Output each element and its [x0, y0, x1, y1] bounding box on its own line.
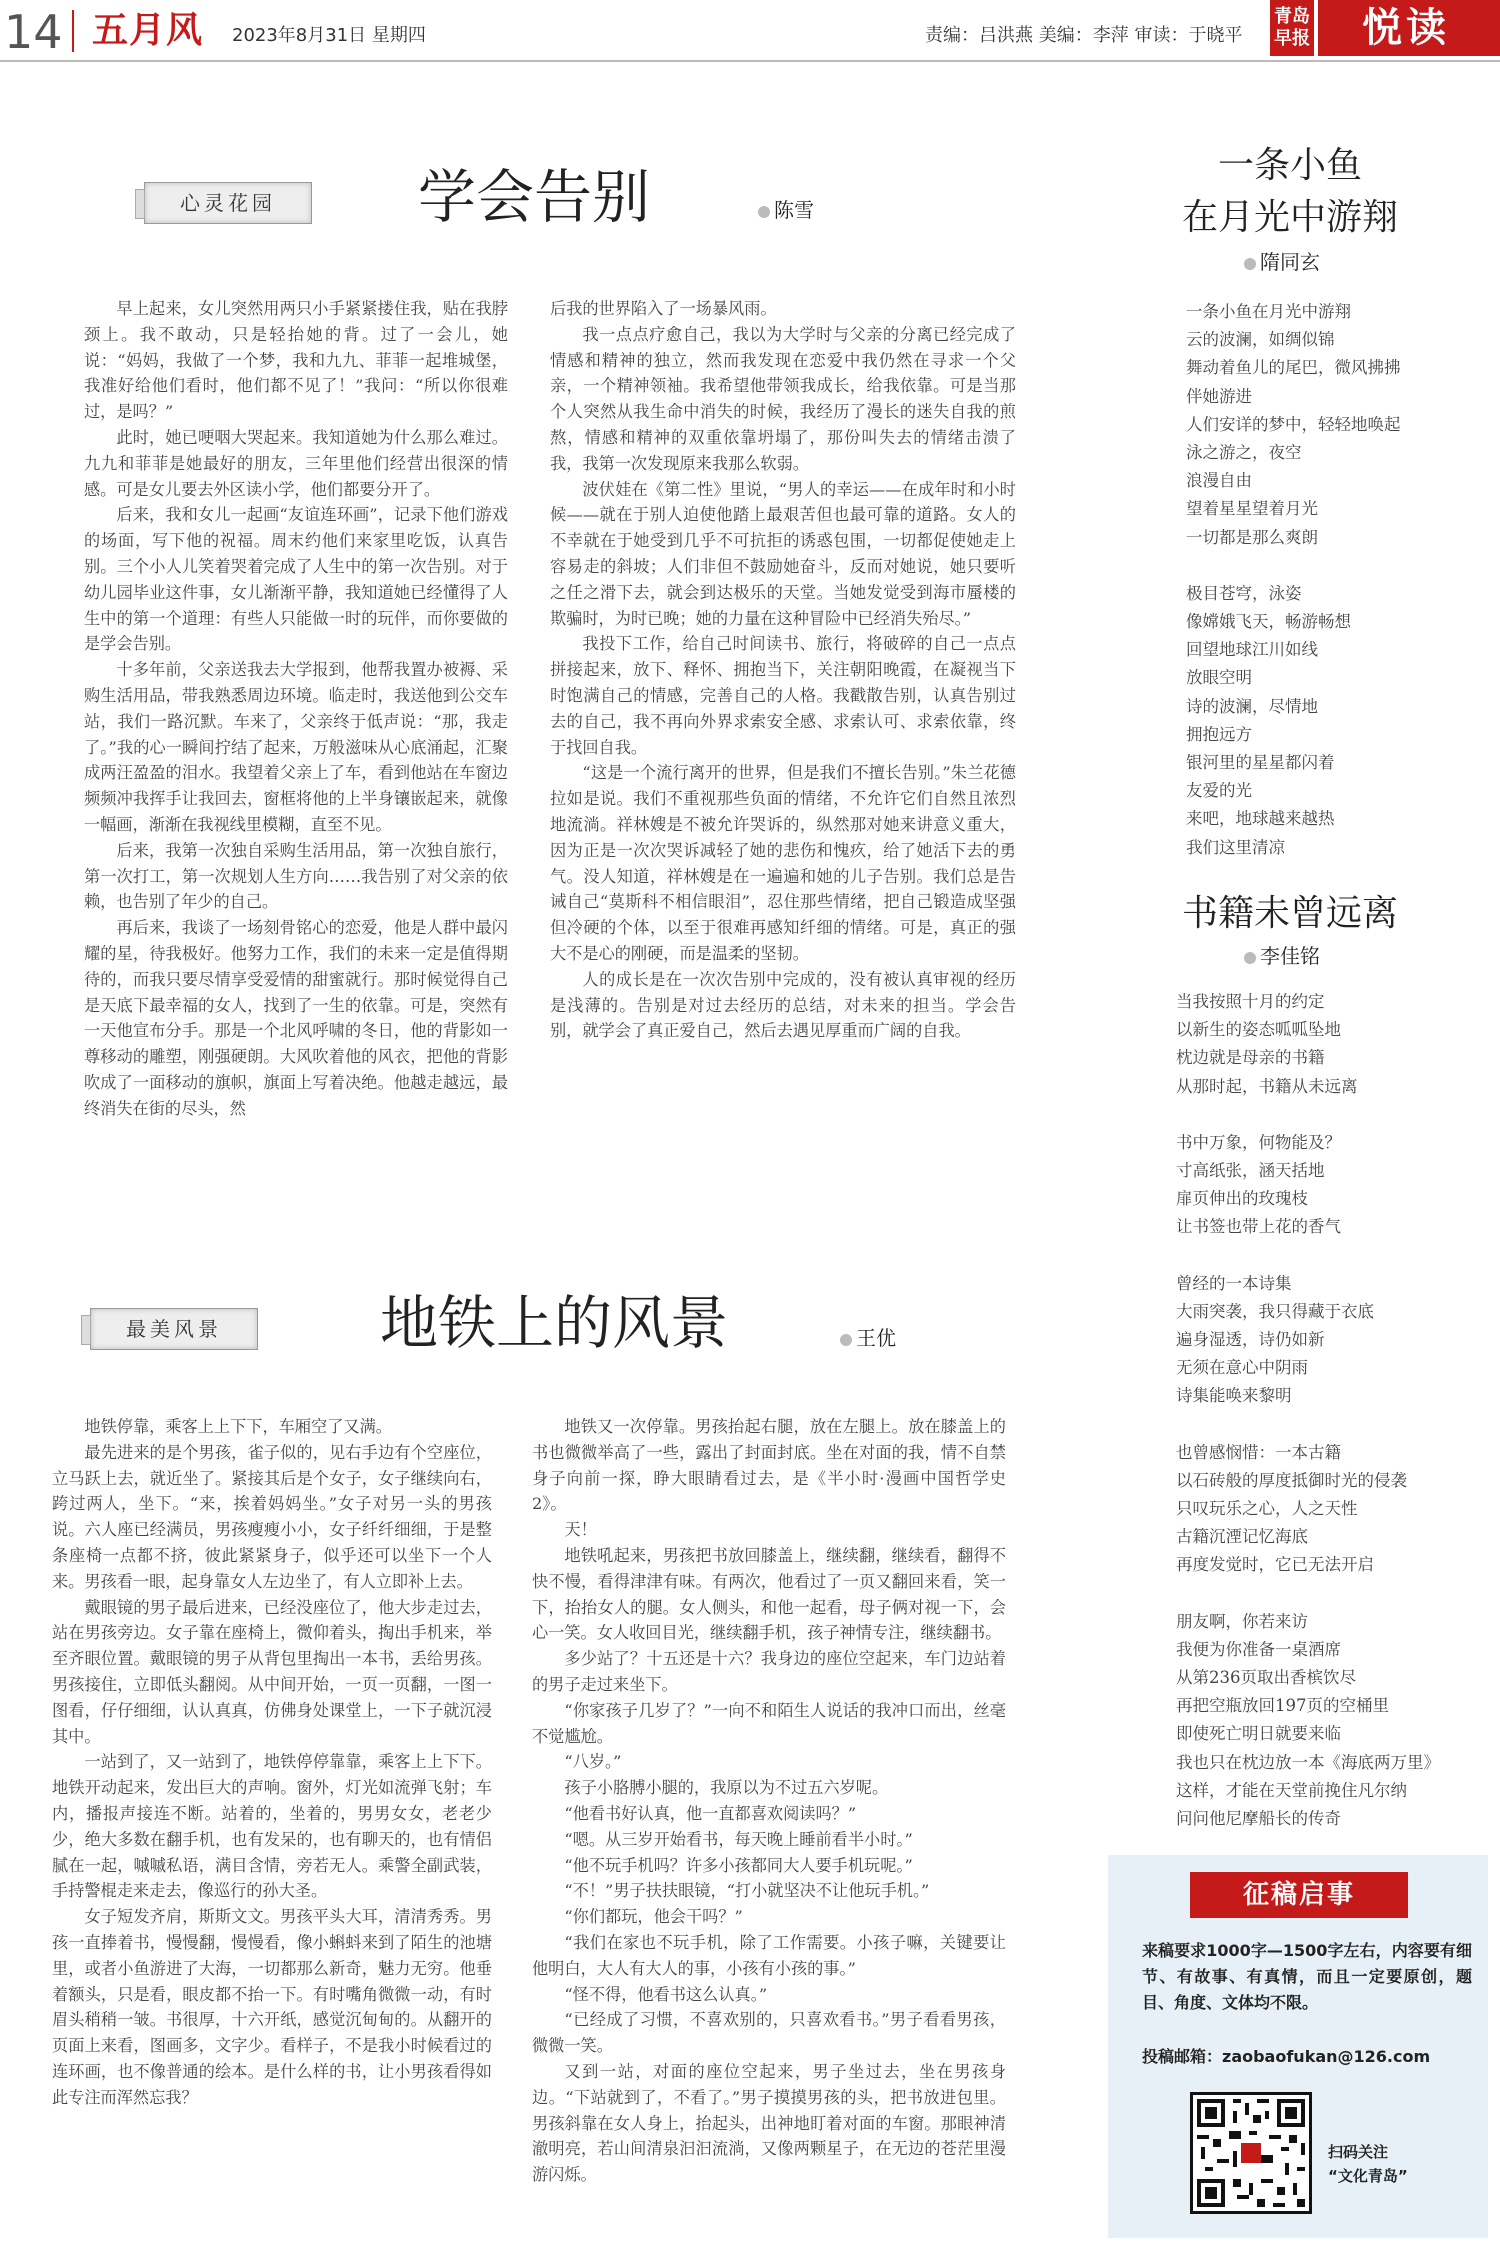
paragraph: 最先进来的是个男孩，雀子似的，见右手边有个空座位，立马跃上去，就近坐了。紧接其后是个女子，女子继续向右，跨过两人，坐下。“来，挨着妈妈坐。”女子对另一头的男孩说。六人座已经满员，男孩瘦瘦小小，女子纤纤细细，于是整条座椅一点都不挤，彼此紧紧身子，似乎还可以坐下一个人来。男孩看一眼，起身靠女人左边坐了，有人立即补上去。 [52, 1442, 492, 1591]
poem-line: 泳之游之，夜空 [1186, 443, 1302, 463]
notice-title: 征稿启事 [1190, 1872, 1408, 1918]
poem-line: 诗集能唤来黎明 [1176, 1386, 1292, 1406]
poem-line: 浪漫自由 [1186, 471, 1252, 491]
paragraph: 孩子小胳膊小腿的，我原以为不过五六岁呢。 [564, 1778, 889, 1798]
poem-title-line-2: 在月光中游翔 [1181, 197, 1398, 238]
paragraph: 一站到了，又一站到了，地铁停停靠靠，乘客上上下下。地铁开动起来，发出巨大的声响。窗外，灯光如流弹飞射；车内，播报声接连不断。站着的，坐着的，男男女女，老老少少，绝大多数在翻手机，也有发呆的，也有聊天的，也有情侣腻在一起，嘁嘁私语，满目含情，旁若无人。乘警全副武装，手持警棍走来走去，像巡行的孙大圣。 [52, 1752, 492, 1901]
article1-column-2 [550, 296, 1016, 1044]
poem-line: 枕边就是母亲的书籍 [1176, 1048, 1325, 1068]
poem-line: 扉页伸出的玫瑰枝 [1176, 1189, 1308, 1209]
poem-line: 舞动着鱼儿的尾巴，微风拂拂 [1186, 358, 1401, 378]
poem-line: 书中万象，何物能及？ [1176, 1132, 1341, 1152]
submission-email[interactable]: 投稿邮箱：zaobaofukan@126.com [1142, 2047, 1431, 2066]
poem-line: 以新生的姿态呱呱坠地 [1176, 1020, 1341, 1040]
paragraph: 后来，我和女儿一起画“友谊连环画”，记录下他们游戏的场面，写下他的祝福。周末约他们来家里吃饭，认真告别。三个小人儿笑着哭着完成了人生中的第一次告别。对于幼儿园毕业这件事，女儿渐渐平静，我知道她已经懂得了人生中的第一个道理：有些人只能做一时的玩伴，而你要做的是学会告别。 [84, 505, 508, 654]
paragraph: “嗯。从三岁开始看书，每天晚上睡前看半小时。” [564, 1829, 913, 1849]
paragraph: “他看书好认真，他一直都喜欢阅读吗？” [564, 1803, 857, 1823]
poem-line: 来吧，地球越来越热 [1186, 809, 1335, 829]
paragraph: 人的成长是在一次次告别中完成的，没有被认真审视的经历是浅薄的。告别是对过去经历的总结，对未来的担当。学会告别，就学会了真正爱自己，然后去遇见厚重而广阔的自我。 [550, 969, 1016, 1041]
poem-line: 云的波澜，如绸似锦 [1186, 330, 1335, 350]
stanza-gap [1176, 1411, 1440, 1439]
bullet-icon [1244, 258, 1256, 270]
editor-credits: 责编：吕洪燕 美编：李萍 审读：于晓平 [925, 25, 1243, 46]
author-name: 陈雪 [774, 198, 814, 222]
poem-line: 极目苍穹，泳姿 [1186, 583, 1302, 603]
bullet-icon [1244, 952, 1256, 964]
paragraph: 天！ [564, 1520, 597, 1540]
paragraph: “他不玩手机吗？许多小孩都同大人要手机玩呢。” [564, 1855, 913, 1875]
paragraph: “怪不得，他看书这么认真。” [564, 1984, 768, 2004]
poem-byline [1244, 942, 1320, 970]
column-name: 悦读 [1318, 0, 1500, 56]
poem-line: 无须在意心中阴雨 [1176, 1358, 1308, 1378]
page-header [0, 0, 1500, 66]
poem-line: 只叹玩乐之心，人之天性 [1176, 1499, 1358, 1519]
author-name: 王优 [856, 1326, 896, 1350]
article2-column-2 [532, 1414, 1006, 2188]
poem-byline [1244, 248, 1320, 276]
paragraph: “你们都玩，他会干吗？” [564, 1907, 743, 1927]
article-title-subway-scenery: 地铁上的风景 [380, 1289, 729, 1357]
poem-line: 像嫦娥飞天，畅游畅想 [1186, 612, 1351, 632]
paragraph: 戴眼镜的男子最后进来，已经没座位了，他大步走过去，站在男孩旁边。女子靠在座椅上，微仰着头，掏出手机来，举至齐眼位置。戴眼镜的男子从背包里掏出一本书，丢给男孩。男孩接住，立即低头翻阅。从中间开始，一页一页翻，一图一图看，仔仔细细，认认真真，仿佛身处课堂上，一下子就沉浸其中。 [52, 1597, 492, 1746]
paragraph: 十多年前，父亲送我去大学报到，他帮我置办被褥、采购生活用品，带我熟悉周边环境。临走时，我送他到公交车站，我们一路沉默。车来了，父亲终于低声说：“那，我走了。”我的心一瞬间拧结了起来，万般滋味从心底涌起，汇聚成两汪盈盈的泪水。我望着父亲上了车，看到他站在车窗边频频冲我挥手让我回去，窗框将他的上半身镶嵌起来，就像一幅画，渐渐在我视线里模糊，直至不见。 [84, 660, 508, 834]
paragraph: 后我的世界陷入了一场暴风雨。 [550, 299, 777, 318]
paragraph: 女子短发齐肩，斯斯文文。男孩平头大耳，清清秀秀。男孩一直捧着书，慢慢翻，慢慢看，像小蝌蚪来到了陌生的池塘里，或者小鱼游进了大海，一切都那么新奇，魅力无穷。他垂着额头，只是看，眼皮都不抬一下。有时嘴角微微一动，有时眉头稍稍一皱。书很厚，十六开纸，感觉沉甸甸的。从翻开的页面上来看，图画多，文字少。看样子，不是我小时候看过的连环画，也不像普通的绘本。是什么样的书，让小男孩看得如此专注而浑然忘我？ [52, 1907, 492, 2107]
paragraph: 多少站了？十五还是十六？我身边的座位空起来，车门边站着的男子走过来坐下。 [532, 1649, 1006, 1694]
poem-line: 一条小鱼在月光中游翔 [1186, 302, 1351, 321]
paragraph: “八岁。” [564, 1752, 622, 1772]
notice-body: 来稿要求1000字—1500字左右，内容要有细节、有故事、有真情，而且一定要原创，题目、角度、文体均不限。 [1142, 1941, 1472, 2012]
paragraph: “你家孩子几岁了？”一向不和陌生人说话的我冲口而出，丝毫不觉尴尬。 [532, 1700, 1006, 1746]
poem-line: 我便为你准备一桌酒席 [1176, 1639, 1341, 1659]
paragraph: 我投下工作，给自己时间读书、旅行，将破碎的自己一点点拼接起来，放下、释怀、拥抱当下，关注朝阳晚霞，在凝视当下时饱满自己的情感，完善自己的人格。我戳散告别，认真告别过去的自己，我不再向外界求索安全感、求索认可、求索依靠，终于找回自我。 [550, 634, 1016, 757]
logo-text-bottom: 早报 [1274, 28, 1310, 49]
bullet-icon [758, 206, 770, 218]
section-tag-mind-garden: 心灵花园 [144, 182, 312, 224]
paragraph: 我一点点疗愈自己，我以为大学时与父亲的分离已经完成了情感和精神的独立，然而我发现在恋爱中我仍然在寻求一个父亲，一个精神领袖。我希望他带领我成长，给我依靠。可是当那个人突然从我生命中消失的时候，我经历了漫长的迷失自我的煎熬，情感和精神的双重依靠坍塌了，那份叫失去的情绪击溃了我，我第一次发现原来我那么软弱。 [550, 324, 1016, 473]
poem-line: 问问他尼摩船长的传奇 [1176, 1809, 1341, 1829]
poem-line: 回望地球江川如线 [1186, 640, 1318, 660]
poem-line: 曾经的一本诗集 [1176, 1273, 1292, 1293]
article2-column-1 [52, 1414, 492, 2111]
paragraph: 此时，她已哽咽大哭起来。我知道她为什么那么难过。九九和菲菲是她最好的朋友，三年里他们经营出很深的情感。可是女儿要去外区读小学，他们都要分开了。 [84, 427, 508, 499]
stanza-gap [1186, 552, 1401, 580]
qr-code-icon[interactable] [1190, 2092, 1312, 2214]
poem-line: 再把空瓶放回197页的空桶里 [1176, 1696, 1389, 1716]
logo-text-top: 青岛 [1274, 6, 1310, 27]
stanza-gap [1176, 1101, 1440, 1129]
poem-line: 从第236页取出香槟饮尽 [1176, 1668, 1356, 1688]
paragraph: “已经成了习惯，不喜欢别的，只喜欢看书。”男子看看男孩，微微一笑。 [532, 2010, 1006, 2056]
poem-line: 一切都是那么爽朗 [1186, 527, 1318, 547]
poem-line: 大雨突袭，我只得藏于衣底 [1176, 1301, 1374, 1321]
poem-line: 友爱的光 [1186, 781, 1252, 801]
poem-line: 银河里的星星都闪着 [1186, 753, 1335, 773]
header-divider [72, 10, 74, 52]
poem-line: 这样，才能在天堂前挽住凡尔纳 [1176, 1780, 1407, 1800]
poem-line: 我们这里清凉 [1186, 837, 1285, 857]
paragraph: 早上起来，女儿突然用两只小手紧紧搂住我，贴在我脖颈上。我不敢动，只是轻抬她的背。过了一会儿，她说：“妈妈，我做了一个梦，我和九九、菲菲一起堆城堡，我准好给他们看时，他们都不见了！”我问：“所以你很难过，是吗？” [84, 299, 508, 422]
section-name: 五月风 [92, 10, 204, 51]
poem-line: 寸高纸张，涵天括地 [1176, 1161, 1325, 1181]
header-rule [0, 60, 1500, 62]
stanza-gap [1176, 1242, 1440, 1270]
poem-body-moon-fish [1186, 298, 1401, 862]
bullet-icon [840, 1334, 852, 1346]
poem-line: 诗的波澜，尽情地 [1186, 696, 1318, 716]
poem-line: 再度发觉时，它已无法开启 [1176, 1555, 1374, 1575]
paragraph: “我们在家也不玩手机，除了工作需要。小孩子嘛，关键要让他明白，大人有大人的事，小孩有小孩的事。” [532, 1932, 1006, 1978]
qr-code-graphic [1193, 2095, 1309, 2211]
paragraph: 再后来，我谈了一场刻骨铭心的恋爱，他是人群中最闪耀的星，待我极好。他努力工作，我们的未来一定是值得期待的，而我只要尽情享受爱情的甜蜜就行。那时候觉得自己是天底下最幸福的女人，找到了一生的依靠。可是，突然有一天他宣布分手。那是一个北风呼啸的冬日，他的背影如一尊移动的雕塑，刚强硬朗。大风吹着他的风衣，把他的背影吹成了一面移动的旗帜，旗面上写着决绝。他越走越远，最终消失在街的尽头，然 [84, 918, 508, 1118]
poem-line: 望着星星望着月光 [1186, 499, 1318, 519]
poem-line: 我也只在枕边放一本《海底两万里》 [1176, 1752, 1440, 1772]
issue-date: 2023年8月31日 星期四 [232, 25, 426, 46]
paragraph: 地铁吼起来，男孩把书放回膝盖上，继续翻，继续看，翻得不快不慢，看得津津有味。有两次，他看过了一页又翻回来看，笑一下，抬抬女人的腿。女人侧头，和他一起看，母子俩对视一下，会心一笑。女人收回目光，继续翻手机，孩子神情专注，继续翻书。 [532, 1545, 1006, 1643]
poem-line: 古籍沉湮记忆海底 [1176, 1527, 1308, 1547]
paragraph: 又到一站，对面的座位空起来，男子坐过去，坐在男孩身边。“下站就到了，不看了。”男子摸摸男孩的头，把书放进包里。男孩斜靠在女人身上，抬起头，出神地盯着对面的车窗。那眼神清澈明亮，若山间清泉汩汩流淌，又像两颗星子，在无边的苍茫里漫游闪烁。 [532, 2061, 1006, 2185]
poem-line: 朋友啊，你若来访 [1176, 1611, 1308, 1631]
poem-line: 以石砖般的厚度抵御时光的侵袭 [1176, 1470, 1407, 1490]
poem-body-books [1176, 988, 1440, 1833]
paragraph: 地铁又一次停靠。男孩抬起右腿，放在左腿上。放在膝盖上的书也微微举高了一些，露出了封面封底。坐在对面的我，情不自禁身子向前一探，睁大眼睛看过去，是《半小时·漫画中国哲学史2》。 [532, 1417, 1006, 1514]
poem-title-books: 书籍未曾远离 [1181, 893, 1398, 934]
poem-line: 也曾感悯惜：一本古籍 [1176, 1442, 1341, 1462]
paragraph: “不！”男子扶扶眼镜，“打小就坚决不让他玩手机。” [564, 1881, 930, 1901]
poem-line: 人们安详的梦中，轻轻地唤起 [1186, 414, 1401, 434]
section-tag-best-scenery: 最美风景 [90, 1308, 258, 1350]
qr-caption-line-2: “文化青岛” [1328, 2167, 1408, 2185]
author-name: 李佳铭 [1260, 944, 1320, 968]
stanza-gap [1176, 1580, 1440, 1608]
poem-line: 让书签也带上花的香气 [1176, 1217, 1341, 1237]
article-byline [758, 196, 814, 224]
poem-line: 放眼空明 [1186, 668, 1252, 688]
paragraph: 后来，我第一次独自采购生活用品，第一次独自旅行，第一次打工，第一次规划人生方向……我告别了对父亲的依赖，也告别了年少的自己。 [84, 840, 508, 912]
article-title-learn-farewell: 学会告别 [418, 163, 651, 231]
newspaper-logo [1270, 0, 1314, 56]
qr-caption [1328, 2140, 1408, 2188]
poem-title-line-1: 一条小鱼 [1217, 145, 1362, 186]
paragraph: “这是一个流行离开的世界，但是我们不擅长告别。”朱兰花德拉如是说。我们不重视那些负面的情绪，不允许它们自然且浓烈地流淌。祥林嫂是不被允许哭诉的，纵然那对她来讲意义重大，因为正是一次次哭诉减轻了她的悲伤和愧疚，给了她活下去的勇气。没人知道，祥林嫂是在一遍遍和她的儿子告别。我们总是告诫自己“莫斯科不相信眼泪”，忍住那些情绪，把自己锻造成坚强但冷硬的个体，以至于很难再感知纤细的情绪。可是，真正的强大不是心的刚硬，而是温柔的坚韧。 [550, 763, 1016, 963]
poem-line: 拥抱远方 [1186, 724, 1252, 744]
poem-line: 即使死亡明日就要来临 [1176, 1724, 1341, 1744]
poem-line: 遍身湿透，诗仍如新 [1176, 1330, 1325, 1350]
page-number: 14 [4, 5, 63, 59]
paragraph: 地铁停靠，乘客上上下下，车厢空了又满。 [84, 1417, 392, 1436]
poem-line: 伴她游进 [1186, 386, 1252, 406]
poem-line: 当我按照十月的约定 [1176, 992, 1325, 1011]
author-name: 隋同玄 [1260, 250, 1320, 274]
poem-line: 从那时起，书籍从未远离 [1176, 1076, 1358, 1096]
qr-caption-line-1: 扫码关注 [1328, 2143, 1389, 2161]
paragraph: 波伏娃在《第二性》里说，“男人的幸运——在成年时和小时候——就在于别人迫使他踏上最艰苦但也最可靠的道路。女人的不幸就在于她受到几乎不可抗拒的诱惑包围，一切都促使她走上容易走的斜坡；人们非但不鼓励她奋斗，反而对她说，她只要听之任之滑下去，就会到达极乐的天堂。当她发觉受到海市蜃楼的欺骗时，为时已晚；她的力量在这种冒险中已经消失殆尽。” [550, 479, 1016, 628]
article1-column-1 [84, 296, 508, 1122]
article-byline [840, 1324, 896, 1352]
